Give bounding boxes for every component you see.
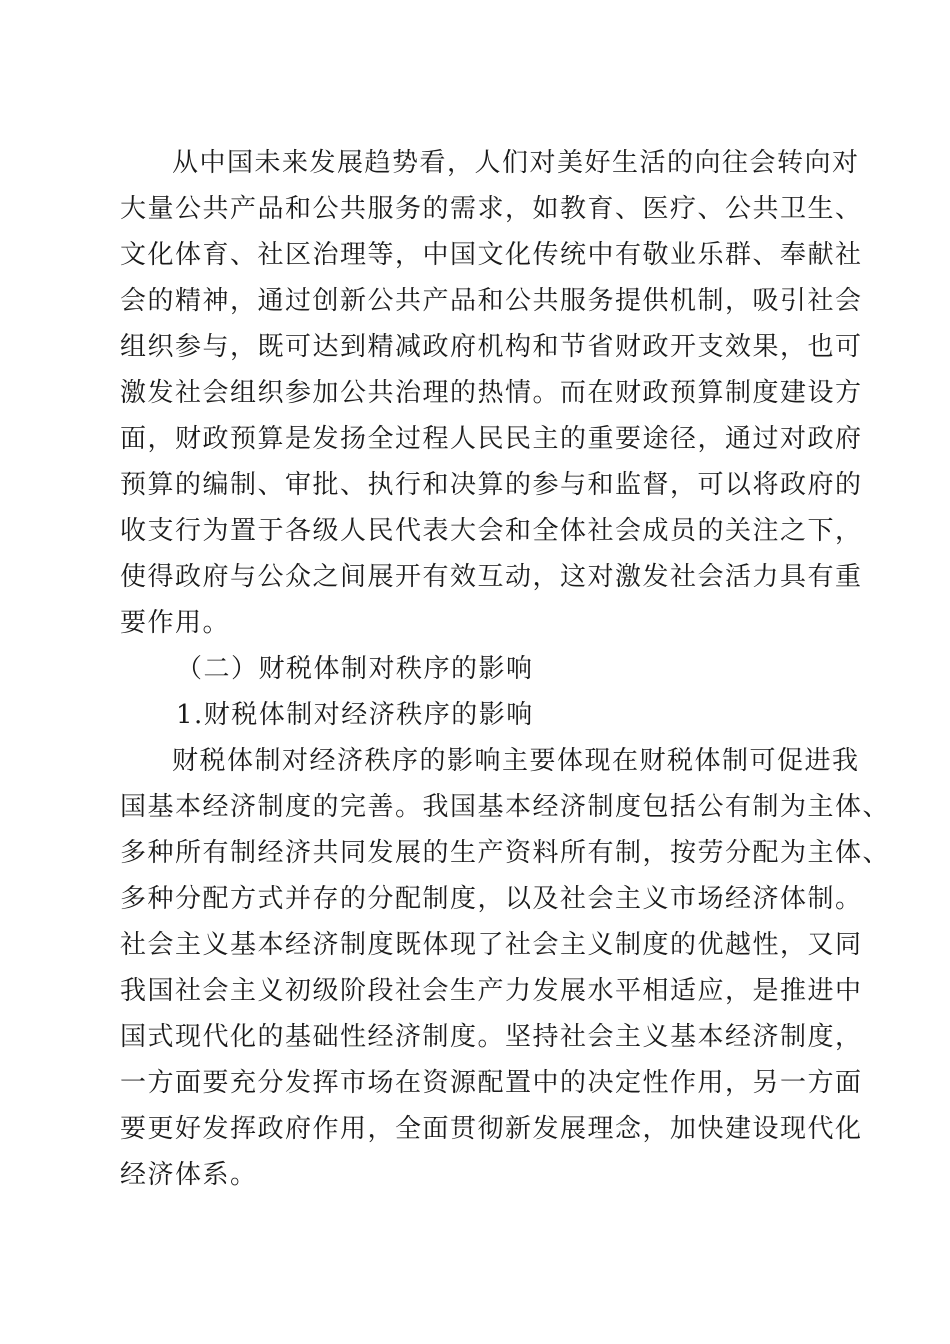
text-line: 预算的编制、审批、执行和决算的参与和监督，可以将政府的 [120,470,863,500]
text-line: 使得政府与公众之间展开有效互动，这对激发社会活力具有重 [120,562,863,592]
text-line: 多种分配方式并存的分配制度，以及社会主义市场经济体制。 [120,884,863,914]
text-line: 会的精神，通过创新公共产品和公共服务提供机制，吸引社会 [120,286,863,316]
text-line: 财税体制对经济秩序的影响主要体现在财税体制可促进我 [172,746,860,776]
text-line: 社会主义基本经济制度既体现了社会主义制度的优越性，又同 [120,930,863,960]
subsection-heading: 1.财税体制对经济秩序的影响 [176,700,534,730]
text-line: 一方面要充分发挥市场在资源配置中的决定性作用，另一方面 [120,1068,863,1098]
text-line: 组织参与，既可达到精减政府机构和节省财政开支效果，也可 [120,332,863,362]
section-heading: （二）财税体制对秩序的影响 [176,654,534,684]
text-line: 激发社会组织参加公共治理的热情。而在财政预算制度建设方 [120,378,863,408]
text-line: 我国社会主义初级阶段社会生产力发展水平相适应，是推进中 [120,976,863,1006]
paragraph-economic-order [120,738,891,1198]
body-text [120,140,891,1198]
text-line: 收支行为置于各级人民代表大会和全体社会成员的关注之下， [120,516,863,546]
text-line: 国基本经济制度的完善。我国基本经济制度包括公有制为主体、 [120,792,891,822]
text-line: 大量公共产品和公共服务的需求，如教育、医疗、公共卫生、 [120,194,863,224]
text-line: 多种所有制经济共同发展的生产资料所有制，按劳分配为主体、 [120,838,891,868]
text-line: 面，财政预算是发扬全过程人民民主的重要途径，通过对政府 [120,424,863,454]
text-line: 要更好发挥政府作用，全面贯彻新发展理念，加快建设现代化 [120,1114,863,1144]
text-line: 要作用。 [120,608,231,638]
text-line: 经济体系。 [120,1160,258,1190]
text-line: 从中国未来发展趋势看，人们对美好生活的向往会转向对 [172,148,860,178]
paragraph-future-trends [120,140,863,646]
text-line: 国式现代化的基础性经济制度。坚持社会主义基本经济制度， [120,1022,863,1052]
text-line: 文化体育、社区治理等，中国文化传统中有敬业乐群、奉献社 [120,240,863,270]
